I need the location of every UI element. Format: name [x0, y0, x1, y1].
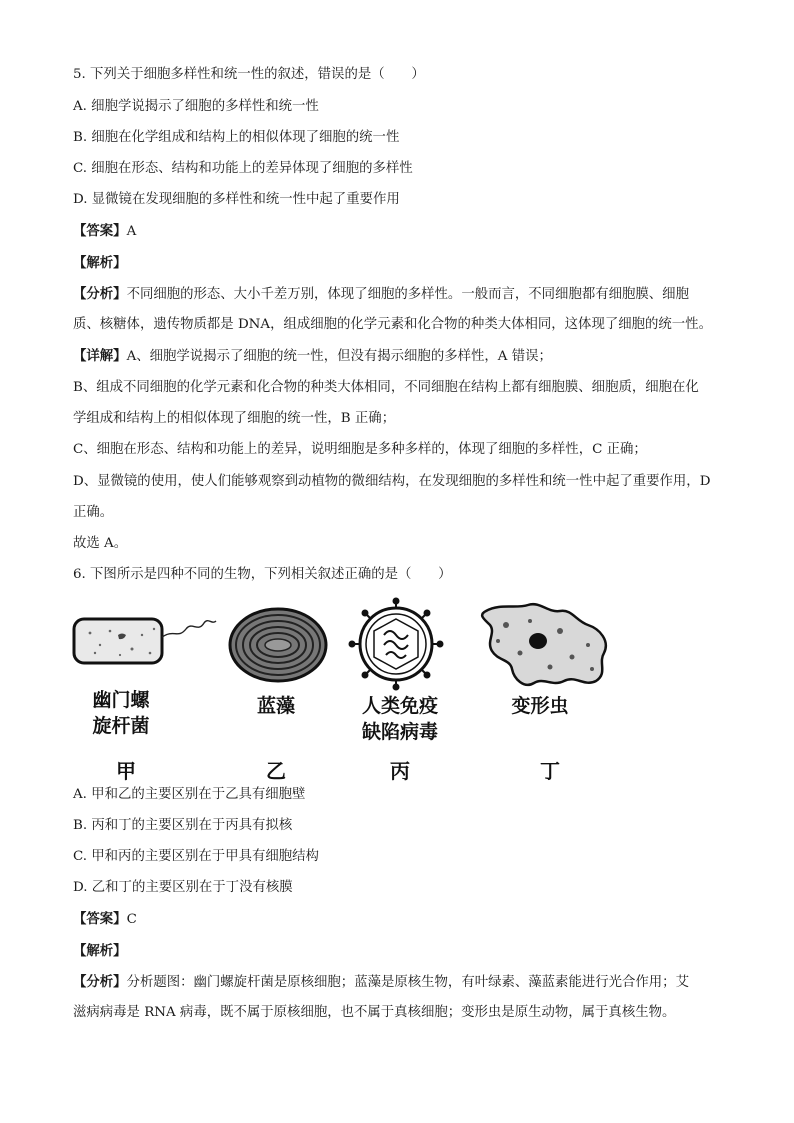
answer-tag: 【答案】 [73, 223, 127, 239]
organisms-figure [70, 595, 630, 785]
q6-fenxi-line-1 [73, 973, 689, 992]
q6-fenxi-line-2: 滋病病毒是 RNA 病毒，既不属于原核细胞，也不属于真核细胞；变形虫是原生动物，属于真核生物。 [73, 1005, 676, 1020]
q5-fenxi-line-2: 质、核糖体，遗传物质都是 DNA，组成细胞的化学元素和化合物的种类大体相同，这体现了细胞的统一性。 [73, 317, 712, 332]
q5-answer [73, 222, 136, 241]
fenxi-text: 分析题图：幽门螺旋杆菌是原核细胞；蓝藻是原核生物，有叶绿素、藻蓝素能进行光合作用；艾 [126, 975, 689, 990]
organism-label-ding [500, 693, 580, 719]
organism-name-line-2: 缺陷病毒 [361, 721, 438, 743]
answer-tag: 【答案】 [73, 911, 127, 927]
q6-option-c: C. 甲和丙的主要区别在于甲具有细胞结构 [73, 849, 319, 864]
organism-name-line-1: 人类免疫 [361, 695, 438, 717]
q6-answer [73, 910, 137, 929]
organism-name-line-1: 幽门螺 [92, 689, 150, 711]
organism-name-line-1: 蓝藻 [256, 695, 295, 717]
hiv-virus-image [348, 597, 444, 691]
xiangjie-text: A、细胞学说揭示了细胞的统一性，但没有揭示细胞的多样性，A 错误； [126, 349, 552, 364]
q6-option-a: A. 甲和乙的主要区别在于乙具有细胞壁 [73, 787, 306, 802]
fenxi-text: 不同细胞的形态、大小千差万别，体现了细胞的多样性。一般而言，不同细胞都有细胞膜、细胞 [126, 287, 689, 302]
q5-xiangjie-a [73, 347, 552, 366]
organism-letter-yi: 乙 [266, 759, 286, 783]
q5-stem: 5. 下列关于细胞多样性和统一性的叙述，错误的是（ ） [73, 67, 425, 82]
organism-name-line-1: 变形虫 [511, 695, 569, 717]
amoeba-image [472, 601, 618, 691]
q5-xiangjie-c: C、细胞在形态、结构和功能上的差异，说明细胞是多种多样的，体现了细胞的多样性，C 正确； [73, 442, 647, 457]
q5-option-b: B. 细胞在化学组成和结构上的相似体现了细胞的统一性 [73, 130, 400, 145]
q5-xiangjie-b-2: 学组成和结构上的相似体现了细胞的统一性，B 正确； [73, 411, 396, 426]
fenxi-tag: 【分析】 [73, 974, 127, 990]
answer-value: A [126, 224, 137, 239]
q5-option-c: C. 细胞在形态、结构和功能上的差异体现了细胞的多样性 [73, 161, 413, 176]
organism-letter-bing: 丙 [390, 759, 410, 783]
q6-stem: 6. 下图所示是四种不同的生物，下列相关叙述正确的是（ ） [73, 567, 452, 582]
organism-letter-jia: 甲 [116, 759, 136, 783]
organism-letter-ding: 丁 [540, 759, 560, 783]
q5-option-a: A. 细胞学说揭示了细胞的多样性和统一性 [73, 99, 319, 114]
q6-option-d: D. 乙和丁的主要区别在于丁没有核膜 [73, 880, 293, 895]
q5-xiangjie-b-1: B、组成不同细胞的化学元素和化合物的种类大体相同，不同细胞在结构上都有细胞膜、细胞质，细胞在化 [73, 380, 699, 395]
cyanobacteria-image [226, 605, 336, 685]
q6-option-b: B. 丙和丁的主要区别在于丙具有拟核 [73, 818, 293, 833]
q5-fenxi-line-1 [73, 285, 689, 304]
organism-label-yi [236, 693, 316, 719]
organism-label-bing [342, 693, 458, 745]
organism-label-jia [76, 687, 166, 739]
q5-xiangjie-d-2: 正确。 [73, 505, 114, 520]
q5-xiangjie-d-1: D、显微镜的使用，使人们能够观察到动植物的微细结构，在发现细胞的多样性和统一性中起了重要作用，D [73, 474, 711, 489]
q5-option-d: D. 显微镜在发现细胞的多样性和统一性中起了重要作用 [73, 192, 400, 207]
helicobacter-image [70, 609, 220, 671]
q5-analysis-tag: 【解析】 [73, 255, 127, 271]
q6-analysis-tag: 【解析】 [73, 943, 127, 959]
answer-value: C [126, 912, 137, 927]
fenxi-tag: 【分析】 [73, 286, 127, 302]
organism-name-line-2: 旋杆菌 [92, 715, 150, 737]
q5-conclusion: 故选 A。 [73, 536, 128, 551]
xiangjie-tag: 【详解】 [73, 348, 127, 364]
